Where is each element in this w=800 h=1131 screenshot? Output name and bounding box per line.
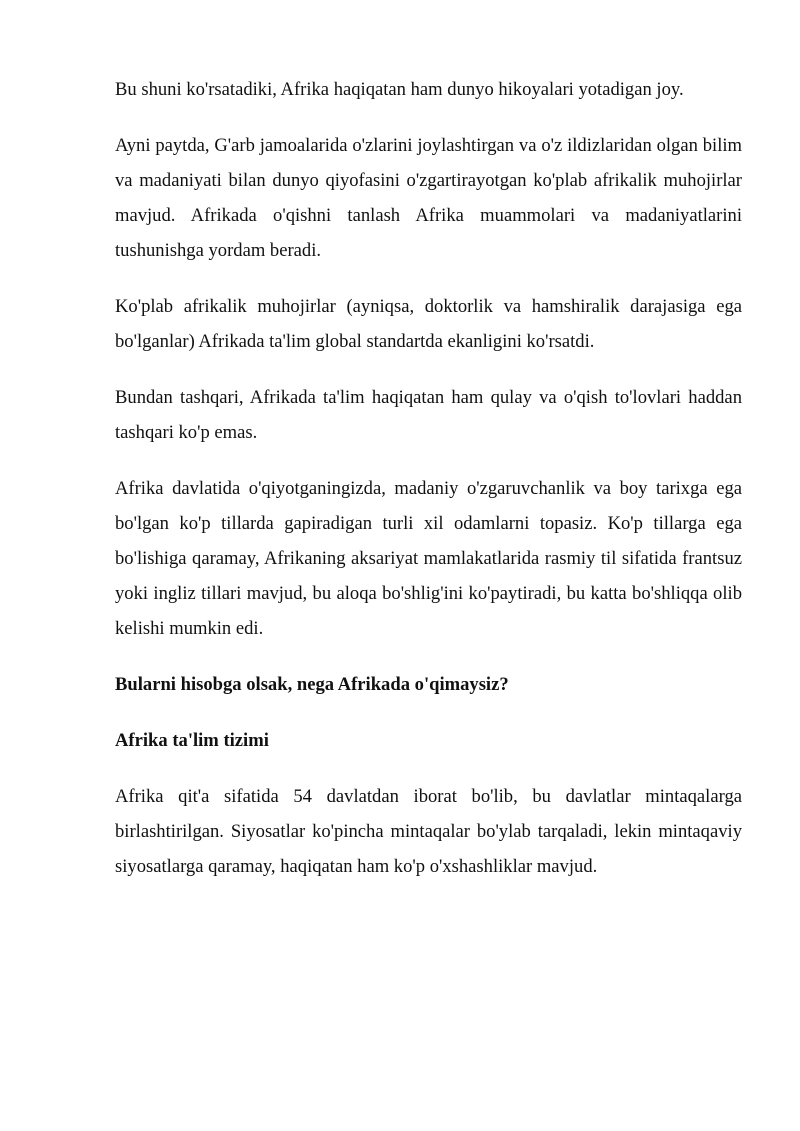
paragraph-diaspora: Ayni paytda, G'arb jamoalarida o'zlarini joylashtirgan va o'z ildizlaridan olgan bilim va madaniyati bilan dunyo qiyofasini o'zgartirayotgan ko'plab afrikalik muhojirlar mavjud. Afrikada o'qishni tanlash Afrika muammolari va madaniyatlarini tushunishga yordam beradi. bbox=[115, 135, 742, 261]
heading-education-system: Afrika ta'lim tizimi bbox=[115, 730, 269, 751]
paragraph-countries: Afrika qit'a sifatida 54 davlatdan iborat bo'lib, bu davlatlar mintaqalarga birlashtirilgan. Siyosatlar ko'pincha mintaqalar bo'ylab tarqaladi, lekin mintaqaviy siyosatlarga qaramay, haqiqatan ham ko'p o'xshashliklar mavjud. bbox=[115, 786, 742, 877]
document-page bbox=[115, 72, 742, 905]
paragraph-standards: Ko'plab afrikalik muhojirlar (ayniqsa, doktorlik va hamshiralik darajasiga ega bo'lganlar) Afrikada ta'lim global standartda ekanligini ko'rsatdi. bbox=[115, 296, 742, 352]
paragraph-affordability: Bundan tashqari, Afrikada ta'lim haqiqatan ham qulay va o'qish to'lovlari haddan tashqari ko'p emas. bbox=[115, 387, 742, 443]
heading-question: Bularni hisobga olsak, nega Afrikada o'qimaysiz? bbox=[115, 674, 509, 695]
paragraph-languages: Afrika davlatida o'qiyotganingizda, madaniy o'zgaruvchanlik va boy tarixga ega bo'lgan ko'p tillarda gapiradigan turli xil odamlarni topasiz. Ko'p tillarga ega bo'lishiga qaramay, Afrikaning aksariyat mamlakatlarida rasmiy til sifatida frantsuz yoki ingliz tillari mavjud, bu aloqa bo'shlig'ini ko'paytiradi, bu katta bo'shliqqa olib kelishi mumkin edi. bbox=[115, 478, 742, 639]
paragraph-intro: Bu shuni ko'rsatadiki, Afrika haqiqatan ham dunyo hikoyalari yotadigan joy. bbox=[115, 79, 684, 100]
